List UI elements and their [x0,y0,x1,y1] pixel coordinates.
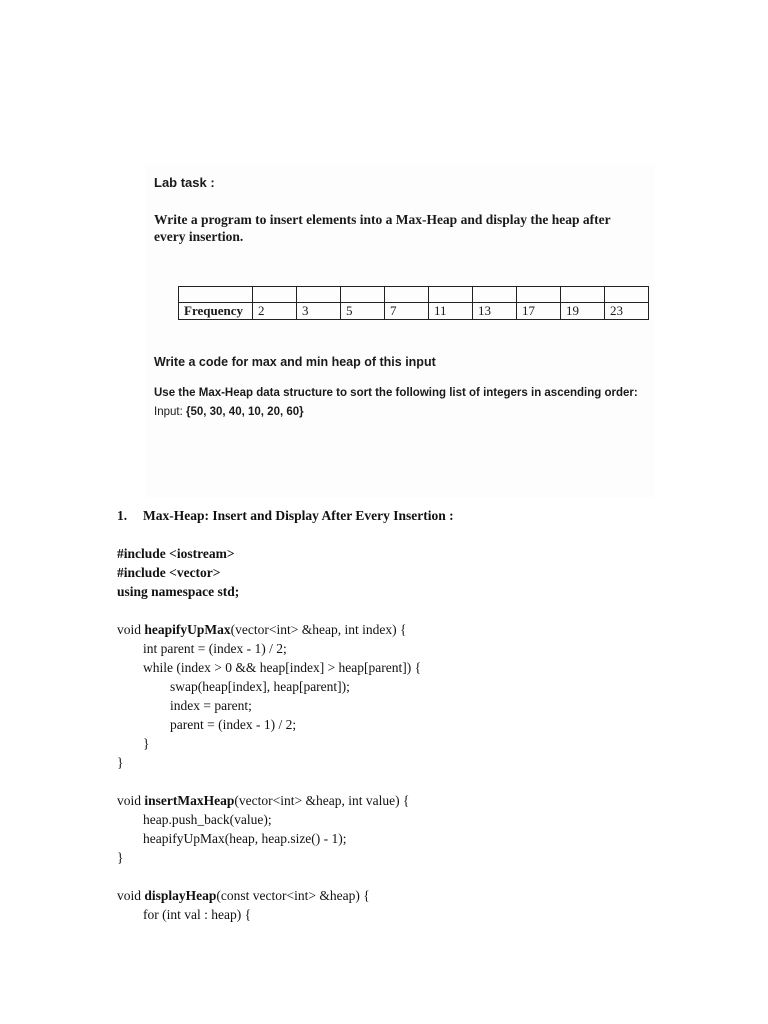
function-name: displayHeap [144,888,217,903]
table-cell: 11 [429,303,473,320]
code-line: #include <iostream> [117,546,235,561]
function-name: insertMaxHeap [144,793,235,808]
frequency-table [178,286,649,320]
code-line: } [117,850,124,865]
code-line: swap(heap[index], heap[parent]); [170,679,350,694]
table-cell: 3 [297,303,341,320]
code-line: #include <vector> [117,565,221,580]
function-name: heapifyUpMax [144,622,231,637]
code-line: void insertMaxHeap(vector<int> &heap, int value) { [117,793,410,808]
table-cell: 5 [341,303,385,320]
table-row [179,287,649,303]
table-cell: 17 [517,303,561,320]
code-line: heap.push_back(value); [143,812,272,827]
lab-title: Lab task : [154,175,215,190]
table-cell: 13 [473,303,517,320]
section-heading [117,506,737,525]
lab-input-line [154,406,304,418]
code-line: } [143,736,150,751]
lab-question-sort: Use the Max-Heap data structure to sort the following list of integers in ascending order: [154,387,638,399]
code-line: heapifyUpMax(heap, heap.size() - 1); [143,831,347,846]
lab-question-heap: Write a code for max and min heap of this input [154,355,436,369]
code-line: } [117,755,124,770]
lab-task-text: Write a program to insert elements into a Max-Heap and display the heap after every insertion. [154,212,611,244]
table-cell: 2 [253,303,297,320]
code-line: void heapifyUpMax(vector<int> &heap, int index) { [117,622,407,637]
lab-task-image [146,165,654,498]
section-title: Max-Heap: Insert and Display After Every Insertion : [143,508,454,523]
document-body [117,506,737,924]
code-line: while (index > 0 && heap[index] > heap[parent]) { [143,660,422,675]
section-number: 1. [117,508,128,523]
code-line: using namespace std; [117,584,240,599]
input-value: {50, 30, 40, 10, 20, 60} [185,406,304,418]
table-row [179,303,649,320]
code-line: parent = (index - 1) / 2; [170,717,297,732]
table-header-cell: Frequency [179,303,253,320]
code-line: index = parent; [170,698,252,713]
table-cell: 7 [385,303,429,320]
code-line: void displayHeap(const vector<int> &heap) { [117,888,370,903]
code-line: for (int val : heap) { [143,907,252,922]
input-label: Input: [154,406,186,418]
table-cell: 23 [605,303,649,320]
code-line: int parent = (index - 1) / 2; [143,641,287,656]
table-cell: 19 [561,303,605,320]
